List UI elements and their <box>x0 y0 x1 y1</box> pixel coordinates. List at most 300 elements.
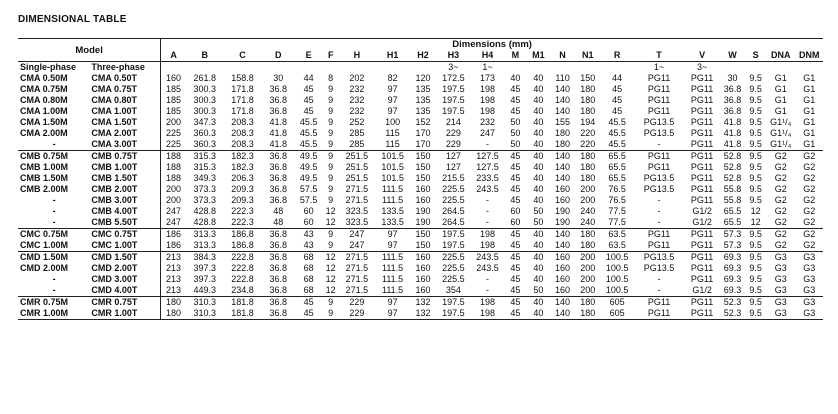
table-row <box>18 195 823 206</box>
three-phase-model: CMA 2.00T <box>91 128 138 138</box>
cell-h: 323.5 <box>345 217 369 227</box>
cell-w: 36.8 <box>723 84 742 94</box>
cell-h4: 243.5 <box>471 252 504 264</box>
table-header <box>18 39 823 74</box>
cell-m1: 40 <box>533 139 544 149</box>
cell-a: 160 <box>161 73 186 84</box>
cell-c: 222.3 <box>231 206 254 216</box>
cell-r: 100.5 <box>605 263 629 273</box>
table-row <box>18 173 823 184</box>
cell-m1: 40 <box>533 173 544 183</box>
cell-t: PG13.5 <box>643 184 675 194</box>
cell-e: 45 <box>303 308 314 318</box>
cell-h1: 111.5 <box>381 184 404 194</box>
table-row <box>18 308 823 320</box>
cell-h1: 111.5 <box>381 195 404 205</box>
cell-w: 41.8 <box>723 128 742 138</box>
cell-c: 171.8 <box>231 106 254 116</box>
phase-note-cell <box>186 62 224 74</box>
cell-n: 160 <box>555 184 571 194</box>
phase-note-cell <box>295 62 322 74</box>
cell-w: 41.8 <box>723 117 742 127</box>
cell-h4: 247 <box>480 128 496 138</box>
cell-w: 55.8 <box>723 195 742 205</box>
cell-e: 68 <box>295 252 322 264</box>
cell-h: 247 <box>339 229 375 241</box>
column-header-v: V <box>699 50 706 60</box>
dimensional-table <box>18 38 823 320</box>
single-phase-model: CMR 0.75M <box>18 297 89 309</box>
three-phase-header: Three-phase <box>91 62 145 72</box>
phase-note-cell: 3~ <box>696 62 708 72</box>
cell-f: 12 <box>325 217 336 227</box>
three-phase-model: CMD 1.50T <box>89 252 160 264</box>
cell-d: 36.8 <box>261 297 295 309</box>
cell-b: 397.3 <box>193 274 217 284</box>
cell-h3: 197.5 <box>442 308 465 318</box>
cell-s: 9.5 <box>749 128 762 138</box>
cell-f: 9 <box>328 95 334 105</box>
cell-n: 140 <box>550 297 575 309</box>
cell-dnm: G3 <box>795 297 823 309</box>
single-phase-model: CMA 0.50M <box>20 73 68 83</box>
cell-c: 206.3 <box>231 173 254 183</box>
cell-n1: 240 <box>580 206 596 216</box>
cell-n: 160 <box>555 195 571 205</box>
cell-h2: 190 <box>415 206 431 216</box>
cell-dnm: G1 <box>803 95 816 105</box>
cell-h: 252 <box>349 117 365 127</box>
three-phase-model: CMR 0.75T <box>89 297 160 309</box>
cell-v: PG11 <box>684 252 720 264</box>
cell-d: 36.8 <box>261 229 295 241</box>
cell-n1: 240 <box>580 217 596 227</box>
cell-dna: G3 <box>774 274 787 284</box>
cell-f: 9 <box>322 297 339 309</box>
cell-h1: 97 <box>387 240 398 250</box>
cell-n: 190 <box>555 206 571 216</box>
cell-t: PG11 <box>647 162 671 172</box>
cell-t: PG11 <box>634 229 684 241</box>
cell-w: 52.8 <box>720 151 745 163</box>
cell-d: 48 <box>273 206 284 216</box>
cell-m: 45 <box>510 95 521 105</box>
phase-note-cell <box>795 62 823 74</box>
cell-c: 158.8 <box>231 73 254 83</box>
cell-v: PG11 <box>690 139 714 149</box>
cell-m1: 40 <box>527 297 550 309</box>
cell-v: PG11 <box>690 84 714 94</box>
cell-d: 36.8 <box>269 162 287 172</box>
table-row <box>18 139 823 151</box>
cell-r: 65.5 <box>608 173 626 183</box>
cell-m1: 40 <box>533 308 544 318</box>
cell-v: PG11 <box>690 73 714 83</box>
phase-note-cell <box>375 62 411 74</box>
cell-n1: 180 <box>575 297 600 309</box>
cell-h4: 173 <box>480 73 496 83</box>
cell-n1: 220 <box>580 139 596 149</box>
cell-s: 9.5 <box>749 173 762 183</box>
column-header-c: C <box>239 50 246 60</box>
column-header-t: T <box>656 50 662 60</box>
cell-h4: - <box>486 206 490 216</box>
cell-v: PG11 <box>690 184 714 194</box>
single-phase-model: CMB 1.00M <box>20 162 69 172</box>
cell-v: PG11 <box>684 229 720 241</box>
cell-r: 76.5 <box>608 195 626 205</box>
cell-m1: 40 <box>527 151 550 163</box>
cell-dnm: G2 <box>803 240 816 250</box>
cell-h: 271.5 <box>345 274 369 284</box>
cell-dnm: G3 <box>795 252 823 264</box>
cell-dna: G2 <box>774 195 787 205</box>
cell-m1: 40 <box>533 128 544 138</box>
cell-h: 323.5 <box>345 206 369 216</box>
cell-t: PG11 <box>634 297 684 309</box>
cell-r: 45.5 <box>608 128 626 138</box>
cell-h1: 101.5 <box>381 173 404 183</box>
cell-c: 182.3 <box>231 162 254 172</box>
cell-h4: 243.5 <box>476 263 499 273</box>
column-header-w: W <box>728 50 737 60</box>
cell-f: 12 <box>322 252 339 264</box>
column-header-h: H <box>353 50 361 60</box>
cell-b: 428.8 <box>193 206 217 216</box>
phase-note-cell <box>504 62 527 74</box>
cell-e: 60 <box>303 217 314 227</box>
cell-c: 182.3 <box>224 151 262 163</box>
cell-h3: 197.5 <box>442 106 465 116</box>
cell-h: 232 <box>349 95 365 105</box>
cell-n1: 200 <box>580 285 596 295</box>
cell-m: 45 <box>504 229 527 241</box>
cell-e: 68 <box>303 263 314 273</box>
cell-w: 55.8 <box>723 184 742 194</box>
column-header-a: A <box>161 50 186 62</box>
page-title: DIMENSIONAL TABLE <box>18 14 127 25</box>
cell-m: 45 <box>510 84 521 94</box>
cell-f: 9 <box>328 84 334 94</box>
cell-s: 9.5 <box>749 240 762 250</box>
cell-a: 225 <box>161 139 186 151</box>
cell-h: 271.5 <box>345 263 369 273</box>
phase-note-cell: 1~ <box>653 62 665 72</box>
cell-n1: 200 <box>580 263 596 273</box>
cell-h4: 127.5 <box>476 162 499 172</box>
cell-f: 12 <box>325 263 336 273</box>
column-header-dna: DNA <box>771 50 791 60</box>
phase-note-cell <box>600 62 634 74</box>
cell-d: 48 <box>273 217 284 227</box>
cell-f: 9 <box>328 139 334 149</box>
cell-n1: 180 <box>580 84 596 94</box>
column-header-d: D <box>274 50 282 60</box>
cell-a: 188 <box>161 162 186 173</box>
cell-c: 222.8 <box>224 252 262 264</box>
cell-a: 247 <box>161 206 186 217</box>
cell-dnm: G2 <box>803 173 816 183</box>
cell-n: 180 <box>555 128 571 138</box>
cell-d: 36.8 <box>269 173 287 183</box>
cell-h2: 120 <box>415 73 431 83</box>
cell-h3: 197.5 <box>442 240 465 250</box>
cell-a: 225 <box>161 128 186 139</box>
three-phase-model: CMA 0.50T <box>91 73 138 83</box>
cell-n1: 180 <box>580 240 596 250</box>
cell-m: 50 <box>510 139 521 149</box>
cell-a: 180 <box>161 308 186 320</box>
single-phase-model: - <box>52 274 56 284</box>
cell-h3: 197.5 <box>436 229 472 241</box>
cell-a: 213 <box>161 252 186 264</box>
cell-a: 188 <box>161 173 186 184</box>
single-phase-model: CMD 1.50M <box>18 252 89 264</box>
cell-h1: 115 <box>385 139 400 149</box>
table-row <box>18 162 823 173</box>
cell-h2: 160 <box>415 285 431 295</box>
table-row <box>18 297 823 309</box>
cell-b: 428.8 <box>193 217 217 227</box>
cell-h4: - <box>486 285 490 295</box>
cell-h1: 111.5 <box>375 252 411 264</box>
cell-h2: 160 <box>410 252 435 264</box>
cell-v: G1/2 <box>692 285 712 295</box>
cell-dnm: G1 <box>803 139 816 149</box>
cell-w: 36.8 <box>723 95 742 105</box>
cell-m1: 40 <box>533 106 544 116</box>
cell-t: PG13.5 <box>643 263 675 273</box>
cell-w: 69.3 <box>723 274 742 284</box>
cell-h2: 160 <box>415 195 431 205</box>
cell-s: 9.5 <box>745 229 766 241</box>
cell-v: PG11 <box>690 308 714 318</box>
cell-h1: 97 <box>375 229 411 241</box>
cell-dnm: G2 <box>803 162 816 172</box>
cell-m: 45 <box>510 240 521 250</box>
cell-n1: 150 <box>580 73 596 83</box>
cell-c: 171.8 <box>231 95 254 105</box>
phase-note-cell <box>527 62 550 74</box>
cell-h1: 82 <box>387 73 398 83</box>
cell-d: 36.8 <box>269 95 287 105</box>
cell-v: PG11 <box>690 128 714 138</box>
cell-dna: G1¹/₄ <box>770 128 792 138</box>
cell-s: 12 <box>750 206 761 216</box>
cell-b: 347.3 <box>193 117 217 127</box>
cell-f: 9 <box>328 128 334 138</box>
cell-r: 63.5 <box>600 229 634 241</box>
single-phase-header: Single-phase <box>20 62 77 72</box>
single-phase-model: CMB 2.00M <box>20 184 69 194</box>
cell-s: 9.5 <box>749 195 762 205</box>
cell-e: 45 <box>295 297 322 309</box>
phase-note-cell <box>161 62 186 74</box>
cell-t: PG13.5 <box>643 128 675 138</box>
cell-a: 213 <box>161 285 186 297</box>
cell-h3: 225.5 <box>442 195 465 205</box>
cell-m1: 40 <box>533 117 544 127</box>
cell-b: 313.3 <box>186 229 224 241</box>
cell-c: 181.8 <box>231 308 254 318</box>
cell-s: 9.5 <box>749 184 762 194</box>
cell-h2: 160 <box>415 184 431 194</box>
cell-d: 36.8 <box>269 84 287 94</box>
cell-h3: 264.5 <box>442 206 465 216</box>
cell-h4: 198 <box>480 240 496 250</box>
table-row <box>18 206 823 217</box>
cell-m1: 40 <box>533 240 544 250</box>
cell-h: 229 <box>349 308 365 318</box>
cell-b: 315.3 <box>186 151 224 163</box>
cell-e: 45.5 <box>299 117 318 127</box>
cell-t: PG11 <box>647 73 671 83</box>
cell-r: 100.5 <box>600 252 634 264</box>
cell-h4: 198 <box>480 308 496 318</box>
cell-m1: 40 <box>533 263 544 273</box>
column-header-h4: H4 <box>481 50 494 60</box>
table-row <box>18 263 823 274</box>
cell-dnm: G2 <box>795 151 823 163</box>
cell-v: G1/2 <box>692 217 712 227</box>
cell-e: 57.5 <box>299 195 318 205</box>
cell-n1: 194 <box>580 117 596 127</box>
cell-m1: 40 <box>527 229 550 241</box>
cell-h2: 132 <box>410 297 435 309</box>
cell-h2: 170 <box>415 128 431 138</box>
table-row <box>18 252 823 264</box>
table-row <box>18 117 823 128</box>
cell-m1: 40 <box>527 252 550 264</box>
cell-r: 63.5 <box>608 240 626 250</box>
cell-dnm: G1 <box>803 106 816 116</box>
cell-dna: G3 <box>774 263 787 273</box>
single-phase-model: - <box>52 139 56 149</box>
cell-h4: 243.5 <box>476 184 499 194</box>
three-phase-model: CMD 2.00T <box>91 263 138 273</box>
cell-h4: 198 <box>471 229 504 241</box>
cell-a: 185 <box>161 106 186 117</box>
column-header-dnm: DNM <box>798 50 820 60</box>
phase-note-cell <box>720 62 745 74</box>
cell-r: 605 <box>609 308 625 318</box>
table-row <box>18 106 823 117</box>
cell-w: 41.8 <box>723 139 742 149</box>
cell-h: 202 <box>349 73 365 83</box>
cell-t: - <box>657 195 661 205</box>
cell-h1: 101.5 <box>381 162 404 172</box>
cell-n1: 180 <box>580 308 596 318</box>
column-header-m: M <box>511 50 520 60</box>
cell-m: 50 <box>510 117 521 127</box>
cell-s: 9.5 <box>745 151 766 163</box>
cell-w: 52.8 <box>723 173 742 183</box>
cell-m1: 40 <box>533 84 544 94</box>
table-row <box>18 285 823 297</box>
cell-h1: 100 <box>385 117 401 127</box>
cell-n: 160 <box>555 285 571 295</box>
cell-dnm: G2 <box>803 217 816 227</box>
cell-h1: 133.5 <box>381 217 404 227</box>
cell-h1: 97 <box>387 95 398 105</box>
three-phase-model: CMC 0.75T <box>89 229 160 241</box>
cell-dnm: G1 <box>803 128 816 138</box>
phase-note-cell <box>224 62 262 74</box>
cell-a: 200 <box>161 184 186 195</box>
three-phase-model: CMR 1.00T <box>91 308 138 318</box>
three-phase-model: CMA 0.80T <box>91 95 138 105</box>
cell-dnm: G3 <box>803 274 816 284</box>
cell-n: 190 <box>555 217 571 227</box>
cell-f: 9 <box>328 195 334 205</box>
table-row <box>18 274 823 285</box>
three-phase-model: CMB 1.50T <box>91 173 138 183</box>
cell-b: 300.3 <box>193 106 217 116</box>
cell-r: 77.5 <box>608 217 626 227</box>
cell-v: PG11 <box>690 195 714 205</box>
cell-n: 140 <box>555 95 571 105</box>
cell-a: 200 <box>161 117 186 128</box>
cell-m: 45 <box>510 285 521 295</box>
cell-h3: 225.5 <box>436 252 472 264</box>
cell-d: 36.8 <box>269 285 287 295</box>
cell-n1: 180 <box>580 106 596 116</box>
cell-n: 160 <box>555 263 571 273</box>
cell-m: 40 <box>510 73 521 83</box>
cell-f: 8 <box>328 73 334 83</box>
cell-dna: G3 <box>774 285 787 295</box>
cell-v: PG11 <box>690 173 714 183</box>
cell-f: 12 <box>325 274 336 284</box>
cell-f: 9 <box>328 240 334 250</box>
single-phase-model: - <box>52 195 56 205</box>
cell-n1: 180 <box>575 229 600 241</box>
cell-t: PG13.5 <box>634 252 684 264</box>
cell-t: PG13.5 <box>643 173 675 183</box>
cell-h2: 150 <box>415 240 431 250</box>
cell-b: 313.3 <box>193 240 217 250</box>
three-phase-model: CMA 1.50T <box>91 117 138 127</box>
cell-n1: 200 <box>580 195 596 205</box>
cell-m: 50 <box>510 128 521 138</box>
cell-d: 36.8 <box>261 252 295 264</box>
cell-h2: 150 <box>410 151 435 163</box>
cell-r: 45.5 <box>608 117 626 127</box>
cell-t: PG11 <box>634 151 684 163</box>
cell-d: 36.8 <box>269 274 287 284</box>
cell-n1: 200 <box>580 184 596 194</box>
cell-e: 43 <box>303 240 314 250</box>
column-header-h1: H1 <box>386 50 399 60</box>
cell-b: 360.3 <box>193 128 217 138</box>
cell-h3: 127 <box>436 151 472 163</box>
cell-s: 9.5 <box>745 252 766 264</box>
cell-a: 213 <box>161 263 186 274</box>
cell-n: 180 <box>555 139 571 149</box>
cell-d: 41.8 <box>269 139 287 149</box>
cell-a: 200 <box>161 195 186 206</box>
three-phase-model: CMB 4.00T <box>91 206 138 216</box>
three-phase-model: CMB 1.00T <box>91 162 138 172</box>
single-phase-model: CMA 0.80M <box>20 95 68 105</box>
cell-c: 181.8 <box>224 297 262 309</box>
cell-e: 57.5 <box>299 184 318 194</box>
cell-h4: 233.5 <box>476 173 499 183</box>
cell-n: 140 <box>550 151 575 163</box>
cell-h1: 111.5 <box>381 274 404 284</box>
cell-h: 271.5 <box>339 252 375 264</box>
cell-h2: 150 <box>415 173 431 183</box>
